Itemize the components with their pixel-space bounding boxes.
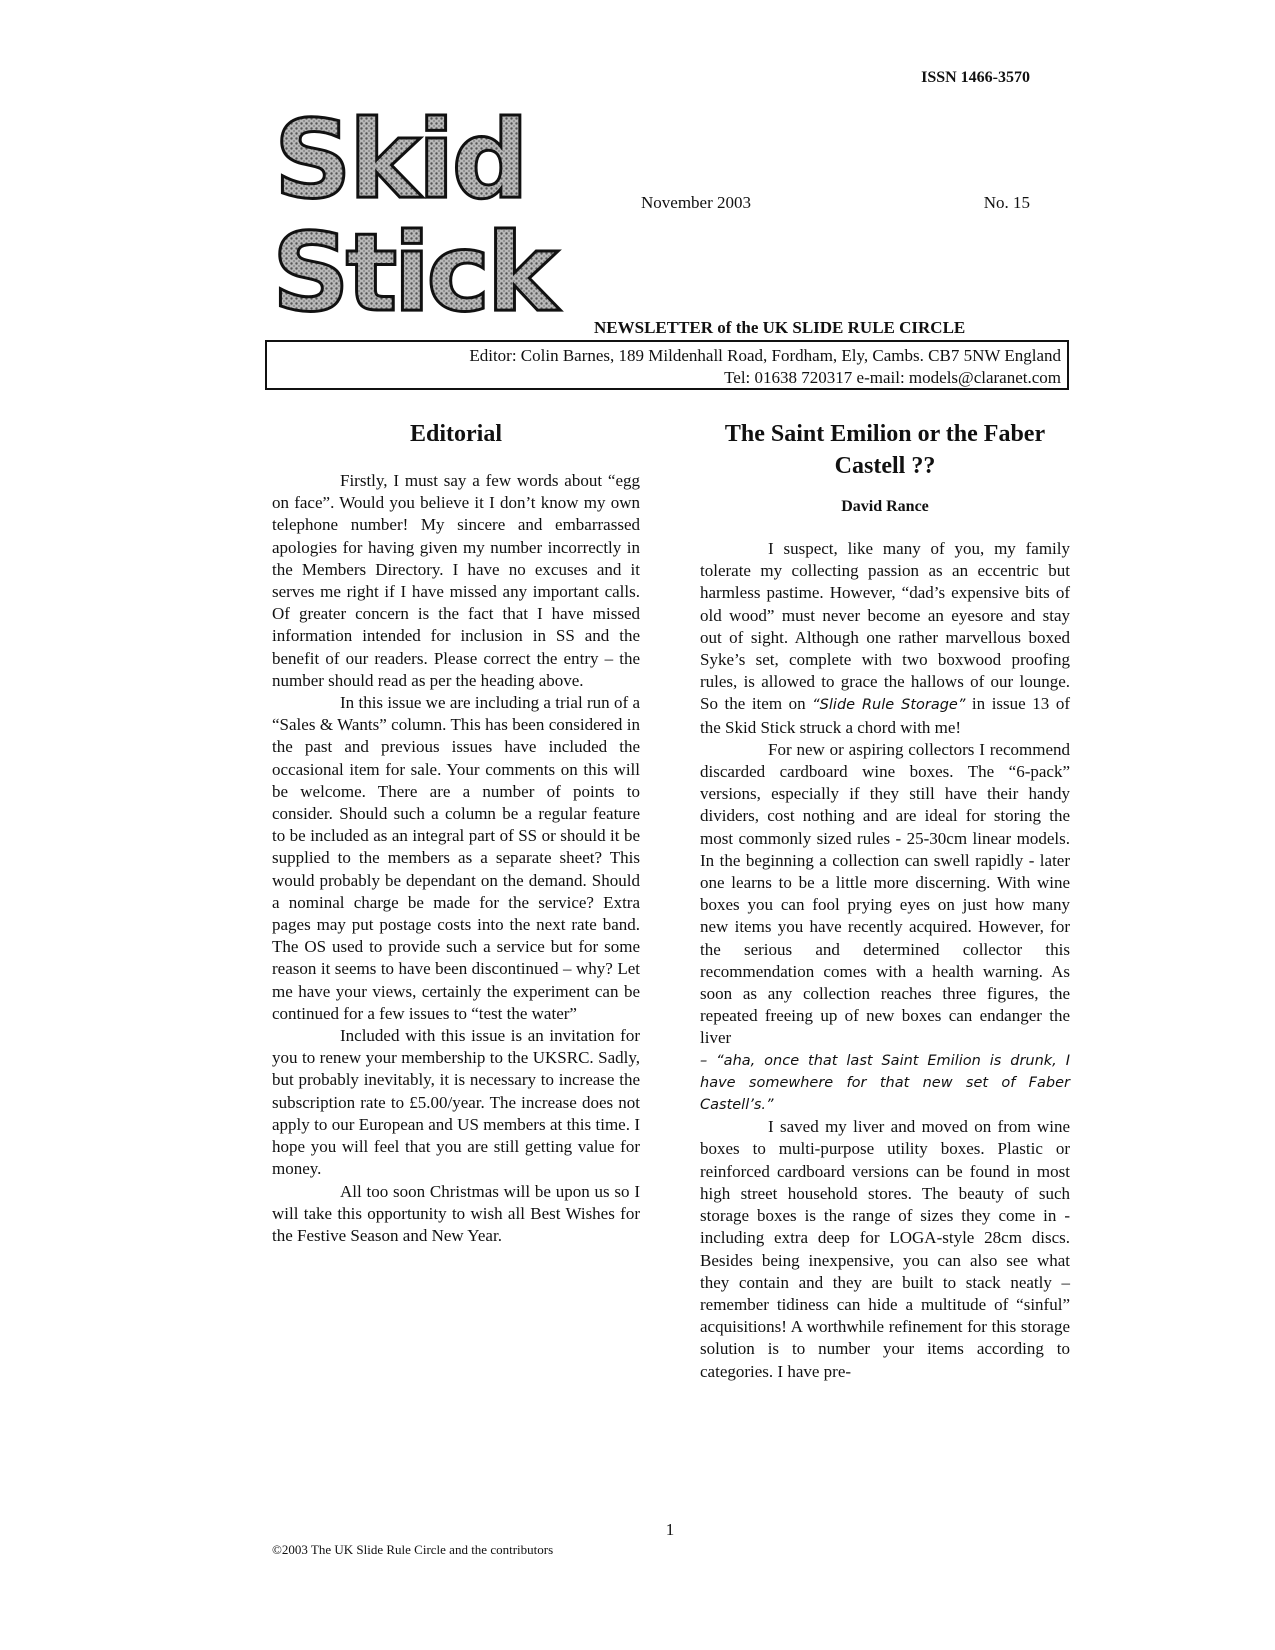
article-paragraph: I saved my liver and moved on from wine boxes to multi-purpose utility boxes. Plastic or reinforced cardboard versions can be found in most high street household stores. The beauty of such storage boxes is the range of sizes they come in - including extra deep for LOGA-style 28cm discs. Besides being inexpensive, you can also see what they contain and they are built to stack neatly – remember tidiness can hide a multitude of “sinful” acquisitions! A worthwhile refinement for this storage solution is to number your items according to categories. I have pre- [700,1117,1070,1381]
article-text: I suspect, like many of you, my family tolerate my collecting passion as an eccentric but harmless pastime. However, “dad’s expensive bits of old wood” must never become an eyesore and stay out of sight. Although one rather marvellous boxed Syke’s set, complete with two boxwood proofing rules, is allowed to grace the hallows of our lounge. So the item on [700,539,1070,714]
copyright-footer: ©2003 The UK Slide Rule Circle and the contributors [272,1542,554,1557]
editorial-paragraph: Included with this issue is an invitation for you to renew your membership to the UKSRC. Sadly, but probably inevitably, it is necessary to increase the subscription rate to £5.00/year. The increase does not apply to our European and US members at this time. I hope you will feel that you are still getting value for money. [272,1026,640,1179]
article-text: in issue 13 of the Skid Stick struck a chord with me! [700,694,1070,737]
article-paragraph [700,538,1070,739]
editorial-title: Editorial [409,421,502,447]
article-column [700,418,1070,1383]
article-italic-title: “Slide Rule Storage” [812,697,966,714]
editorial-paragraph: All too soon Christmas will be upon us so I will take this opportunity to wish all Best Wishes for the Festive Season and New Year. [272,1181,640,1245]
editor-address: Editor: Colin Barnes, 189 Mildenhall Road, Fordham, Ely, Cambs. CB7 5NW England [469,346,1061,365]
logo-word-stick: Stick [272,211,555,324]
article-author: David Rance [841,498,929,515]
editor-contact: Tel: 01638 720317 e-mail: models@claranet.com [724,368,1061,387]
editor-contact-box [265,340,1069,390]
editorial-paragraph: Firstly, I must say a few words about “egg on face”. Would you believe it I don’t know my own telephone number! My sincere and embarrassed apologies for having given my number incorrectly in the Members Directory. I have no excuses and it serves me right if I have missed any important calls. Of greater concern is the fact that I have missed information intended for inclusion in SS and the benefit of our readers. Please correct the entry – the number should read as per the heading above. [272,471,640,690]
editorial-column [272,418,640,1247]
logo-word-skid: Skid [274,98,526,223]
editorial-paragraph: In this issue we are including a trial run of a “Sales & Wants” column. This has been considered in the past and previous issues have included the occasional item for sale. Your comments on this will be welcome. There are a number of points to consider. Should such a column be a regular feature to be included as an integral part of SS or should it be supplied to the members as a separate sheet? This would probably be dependant on the demand. Should a nominal charge be made for the service? Extra pages may put postage costs into the next rate band. The OS used to provide such a service but for some reason it seems to have been discontinued – why? Let me have your views, certainly the experiment can be continued for a few issues to “test the water” [272,693,640,1023]
issue-date: November 2003 [641,193,752,212]
issn-number: ISSN 1466-3570 [921,69,1030,86]
newsletter-tagline: NEWSLETTER of the UK SLIDE RULE CIRCLE [594,318,966,337]
article-title: The Saint Emilion or the Faber Castell ?? [724,421,1046,479]
issue-number: No. 15 [983,193,1030,212]
article-paragraph: For new or aspiring collectors I recommend discarded cardboard wine boxes. The “6-pack” versions, especially if they still have their handy dividers, cost nothing and are ideal for storing the most commonly sized rules - 25-30cm linear models. In the beginning a collection can swell rapidly - later one learns to be a little more discerning. With wine boxes you can fool prying eyes on just how many new items you have recently acquired. However, for the serious and determined collector this recommendation comes with a health warning. As soon as any collection reaches three figures, the repeated freeing up of new boxes can endanger the liver [700,739,1070,1048]
skid-stick-logo [270,92,570,324]
page-number: 1 [665,1520,675,1539]
article-quote: – “aha, once that last Saint Emilion is drunk, I have somewhere for that new set of Faber Castell’s.” [700,1052,1070,1114]
